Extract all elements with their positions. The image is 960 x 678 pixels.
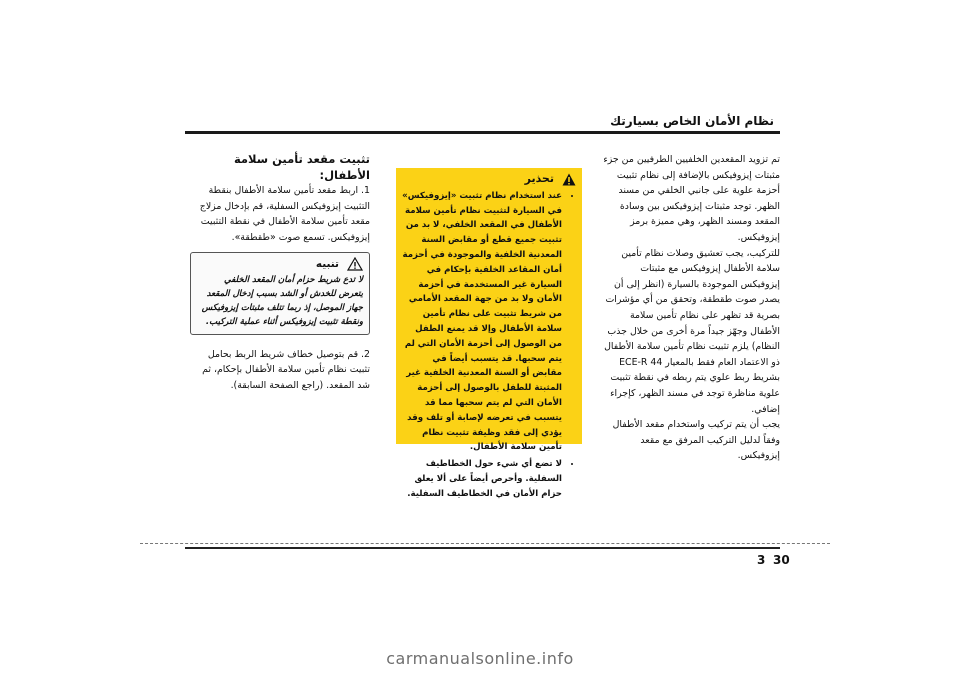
body-paragraph: يجب أن يتم تركيب واستخدام مقعد الأطفال وفقاً لدليل التركيب المرفق مع مقعد إيزوفيكس. [612,419,780,462]
page-number: 30 [773,553,790,567]
watermark: carmanualsonline.info [386,649,574,668]
caution-title: تنبيه [315,257,339,270]
warning-box [396,168,582,499]
caution-text: لا تدع شريط حزام أمان المقعد الخلفي يتعرض للخدش أو الشد بسبب إدخال المقعد جهاز الموصل، إذ ربما تتلف مثبتات إيزوفيكس ونقطة تثبيت إيزوفيكس أثناء عملية التركيب. [201,274,363,328]
footer-divider [140,543,830,544]
caution-box [190,252,370,335]
caution-triangle-icon [347,257,363,271]
footer-rule [185,547,780,549]
step-2: 2. قم بتوصيل خطاف شريط الربط بحامل تثبيت نظام تأمين سلامة الأطفال بإحكام، ثم شد المقعد. (راجع الصفحة السابقة). [202,348,370,391]
page-title: نظام الأمان الخاص بسيارتك [610,114,774,128]
body-paragraph: تم تزويد المقعدين الخلفيين الطرفيين من جزء مثبتات إيزوفيكس بالإضافة إلى نظام تثبيت أحزمة علوية على جانبي الخلفي من مسند الظهر. توجد مثبتات إيزوفيكس بين وسادة المقعد ومسند الظهر، وهي مميزة برمز إيزوفيكس. [603,154,780,243]
step-1: 1. اربط مقعد تأمين سلامة الأطفال بنقطة التثبيت إيزوفيكس السفلية، قم بإدخال مزلاج مقعد تأمين سلامة الأطفال في نقطة التثبيت إيزوفيكس. تسمع صوت «طقطقة». [199,185,370,243]
body-paragraph: للتركيب، يجب تعشيق وصلات نظام تأمين سلامة الأطفال إيزوفيكس مع مثبتات إيزوفيكس الموجودة بالسيارة (انظر إلى أن يصدر صوت طقطقة، وتحقق من أي مؤشرات بصرية قد تظهر على نظام تأمين سلامة الأطفال وجهّز جيداً مرة أخرى من خلال جذب النظام) يلزم تثبيت نظام تأمين سلامة الأطفال ذو الاعتماد العام فقط بالمعيار 44 ECE-R بشريط ربط علوي يتم ربطه في نقطة تثبيت علوية مناظرة توجد في مسند الظهر، كإجراء إضافي. [604,247,780,415]
left-column [190,152,370,393]
warning-triangle-icon [562,173,576,186]
section-heading: تثبيت مقعد تأمين سلامة الأطفال: [233,152,370,182]
header-rule [185,131,780,134]
warning-title: تحذير [524,172,554,185]
warning-item: • عند استخدام نظام تثبيت «إيزوفيكس» في السيارة لتثبيت نظام تأمين سلامة الأطفال في المقعد الخلفي، لا بد من تثبيت جميع قطع أو مقابض السنة المعدنية الخلفية والموجودة في أحزمة أمان المقاعد الخلفية بإحكام في السيارة غير المستخدمة في أحزمة الأمان ولا بد من جهة المقعد الأمامي من شريط تثبيت على نظام تأمين سلامة الأطفال وإلا قد يمنع الطفل من الوصول إلى أحزمة الأمان التي لم يتم سحبها. قد يتسبب أيضاً في مقابض أو السنة المعدنية الخلفية غير المثبتة للطفل بالوصول إلى أحزمة الأمان التي لم يتم سحبها مما قد يتسبب في تعرضه لإصابة أو تلف وقد يؤدي إلى فقد وظيفة تثبيت نظام تأمين سلامة الأطفال. [402,189,562,455]
right-column [600,152,780,464]
warning-item: • لا تضع أي شيء حول الخطاطيف السفلية. وأحرص أيضاً على ألا يعلق حزام الأمان في الخطاطيف السفلية. [402,457,562,501]
chapter-number: 3 [757,553,766,567]
